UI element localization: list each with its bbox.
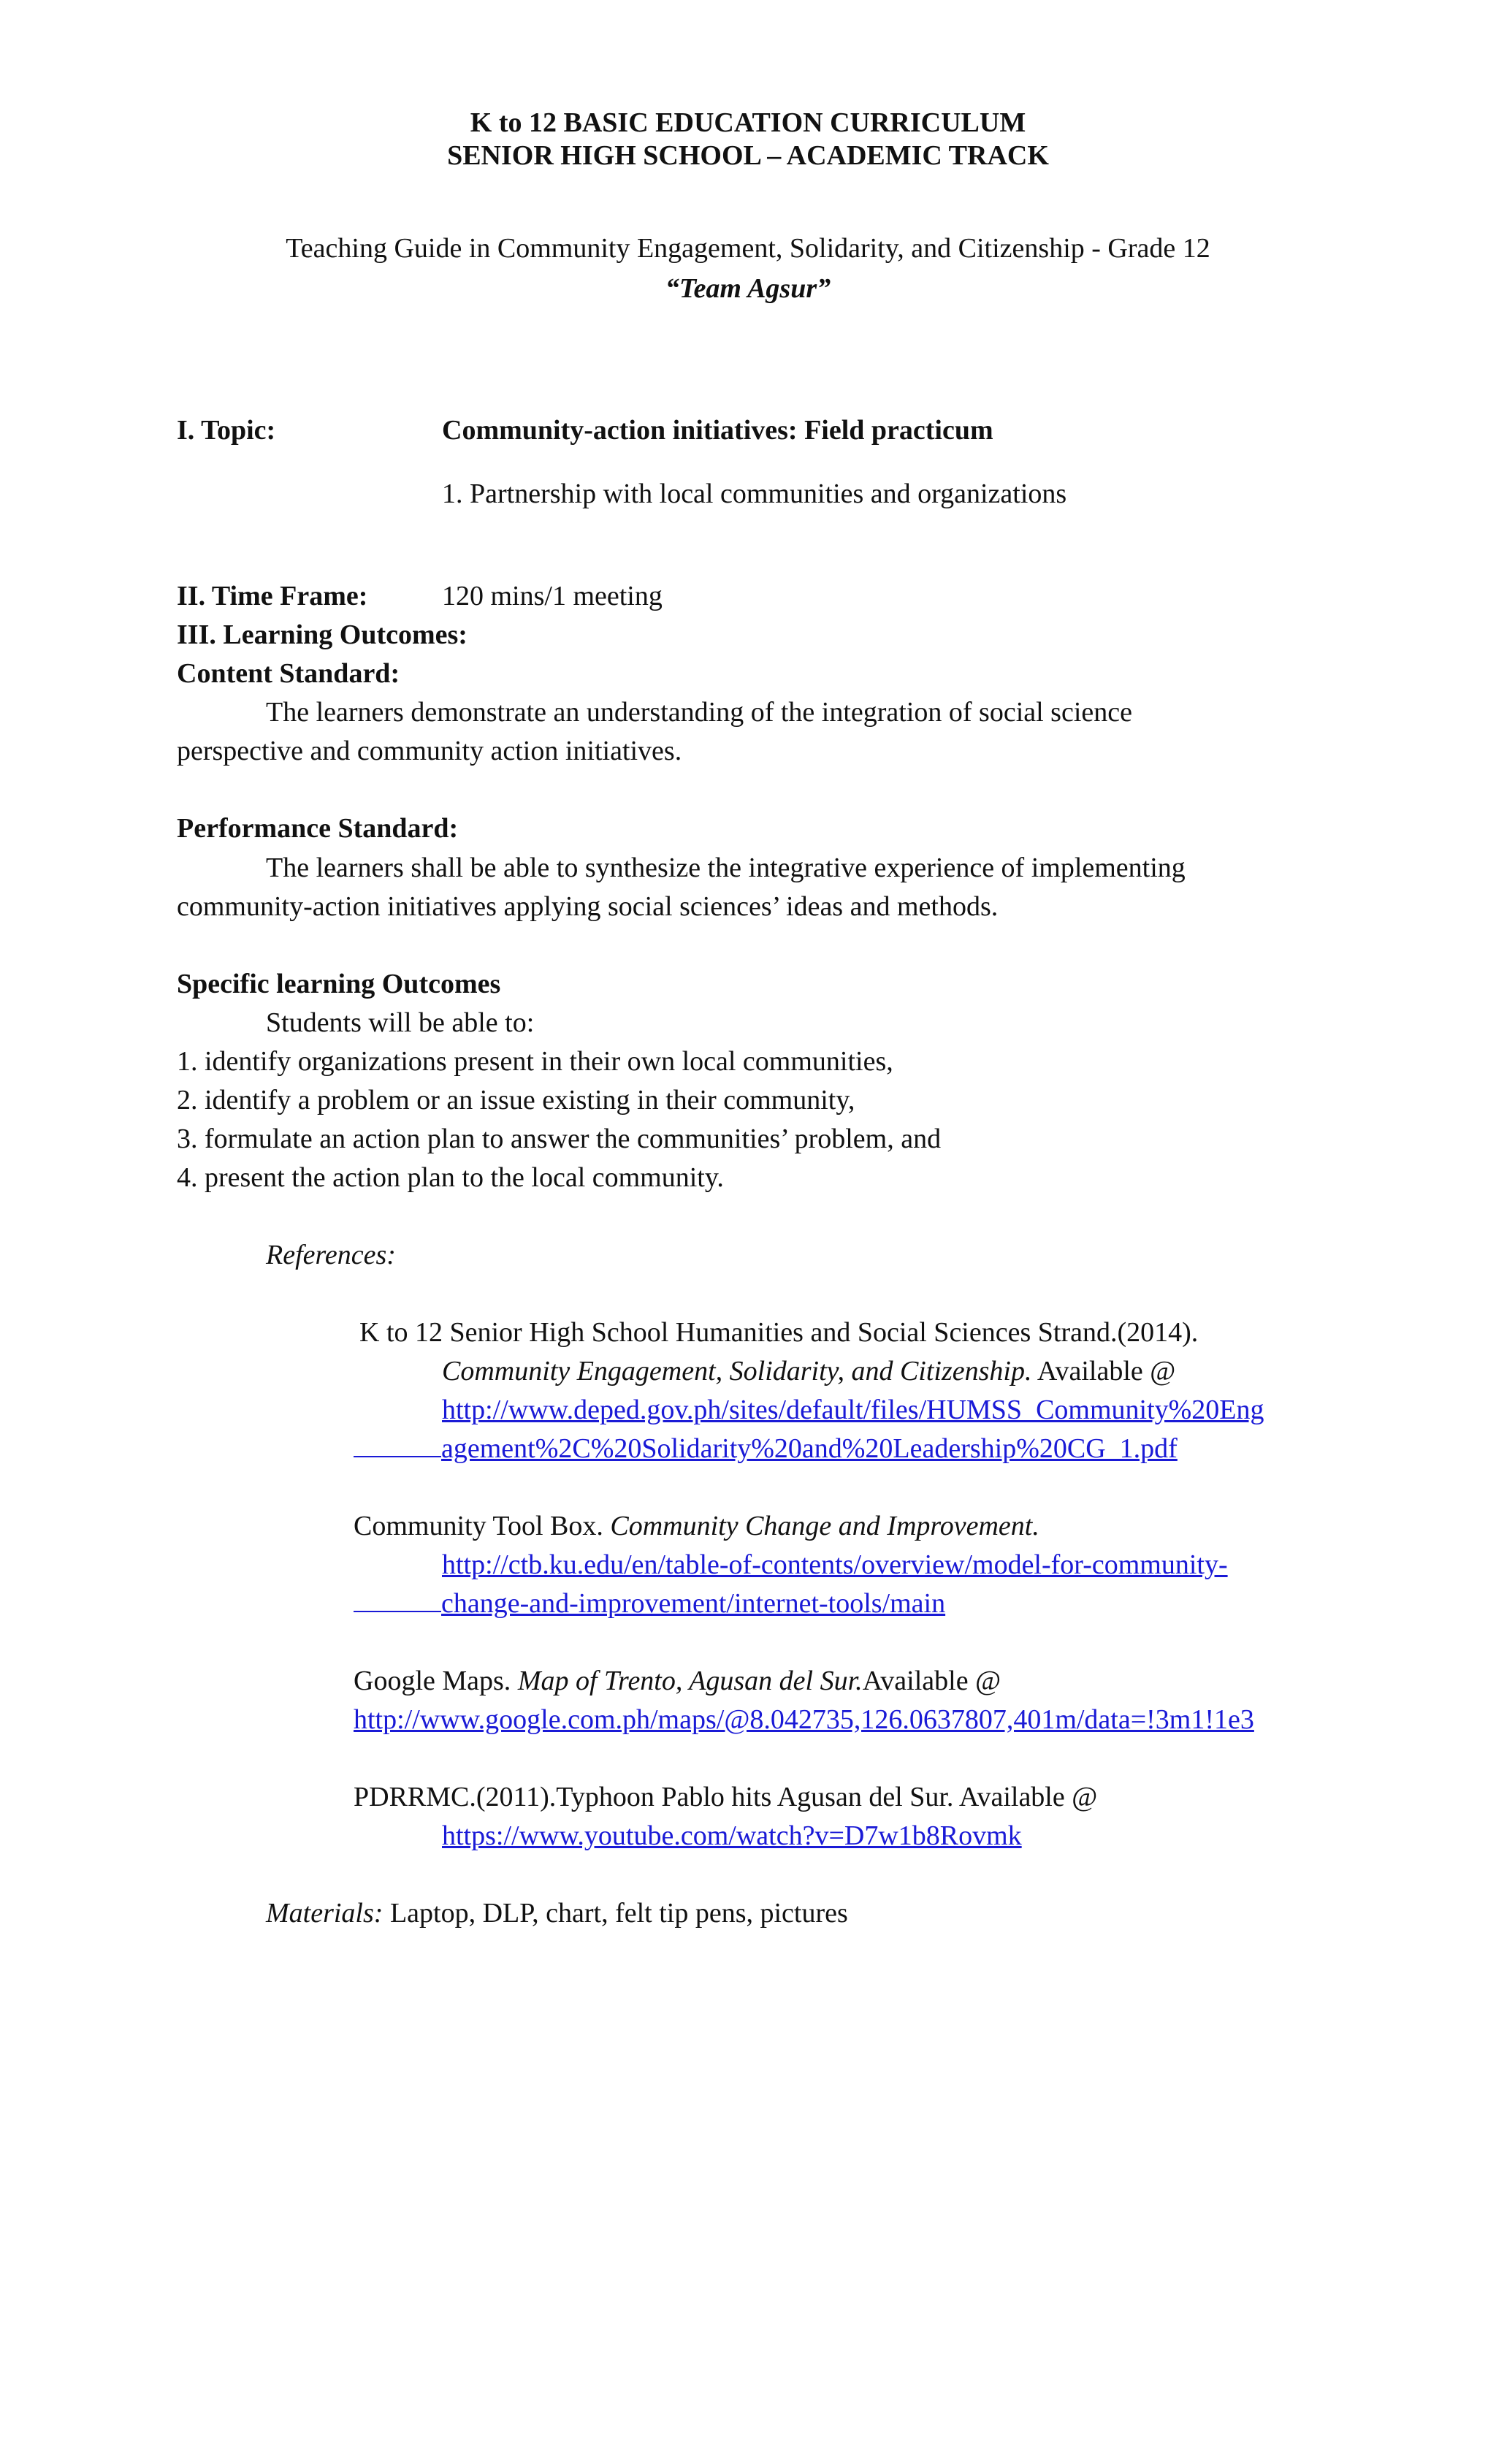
reference-1-link[interactable]: http://www.deped.gov.ph/sites/default/files/HUMSS_Community%20Eng — [442, 1395, 1264, 1425]
guide-title: Teaching Guide in Community Engagement, Solidarity, and Citizenship - Grade 12 — [286, 233, 1210, 264]
materials-label: Materials: — [266, 1898, 383, 1929]
materials-line — [266, 1894, 848, 1932]
outcome-item: 4. present the action plan to the local community. — [177, 1162, 724, 1193]
reference-1-author: K to 12 Senior High School Humanities and Social Sciences Strand.(2014). — [359, 1317, 1199, 1348]
reference-1-title: Community Engagement, Solidarity, and Citizenship. — [442, 1356, 1032, 1387]
outcome-item: 1. identify organizations present in their own local communities, — [177, 1046, 893, 1077]
time-frame-label: II. Time Frame: — [177, 581, 368, 611]
topic-title: Community-action initiatives: Field practicum — [442, 415, 993, 446]
reference-3-title: Map of Trento, Agusan del Sur. — [517, 1666, 863, 1696]
content-standard-text: perspective and community action initiatives. — [177, 736, 682, 766]
references-heading: References: — [266, 1240, 396, 1270]
outcome-item: 2. identify a problem or an issue existing in their community, — [177, 1085, 855, 1115]
reference-2-link-cont[interactable]: change-and-improvement/internet-tools/main — [441, 1588, 946, 1619]
specific-outcomes-intro: Students will be able to: — [266, 1007, 535, 1038]
subtopic: 1. Partnership with local communities and organizations — [442, 478, 1067, 509]
learning-outcomes-heading: III. Learning Outcomes: — [177, 619, 468, 650]
reference-2-link-line2 — [354, 1584, 945, 1622]
topic-label: I. Topic: — [177, 415, 276, 446]
reference-2-title: Community Change and Improvement. — [610, 1511, 1039, 1541]
reference-3-available: Available @ — [862, 1666, 1001, 1696]
materials-value: Laptop, DLP, chart, felt tip pens, pictures — [383, 1898, 848, 1929]
reference-2-link[interactable]: http://ctb.ku.edu/en/table-of-contents/overview/model-for-community- — [442, 1549, 1228, 1580]
reference-1-link-cont[interactable]: agement%2C%20Solidarity%20and%20Leadership%20CG_1.pdf — [441, 1433, 1178, 1464]
performance-standard-text: The learners shall be able to synthesize the integrative experience of implementing — [266, 853, 1186, 883]
reference-2-author: Community Tool Box. — [354, 1511, 611, 1541]
reference-3-author: Google Maps. — [354, 1666, 518, 1696]
reference-4-link[interactable]: https://www.youtube.com/watch?v=D7w1b8Rovmk — [442, 1820, 1022, 1851]
reference-3-link[interactable]: http://www.google.com.ph/maps/@8.042735,126.0637807,401m/data=!3m1!1e3 — [354, 1704, 1254, 1735]
team-name: “Team Agsur” — [665, 273, 831, 304]
reference-1-title-line — [442, 1352, 1175, 1390]
link-underline — [354, 1434, 441, 1457]
reference-2-line — [354, 1507, 1039, 1545]
track-title: SENIOR HIGH SCHOOL – ACADEMIC TRACK — [447, 140, 1049, 171]
reference-4-line: PDRRMC.(2011).Typhoon Pablo hits Agusan del Sur. Available @ — [354, 1782, 1098, 1812]
performance-standard-heading: Performance Standard: — [177, 813, 459, 844]
specific-outcomes-heading: Specific learning Outcomes — [177, 969, 501, 999]
reference-1-link-line2 — [354, 1430, 1178, 1468]
outcome-item: 3. formulate an action plan to answer the communities’ problem, and — [177, 1124, 942, 1154]
content-standard-heading: Content Standard: — [177, 658, 400, 689]
content-standard-text: The learners demonstrate an understanding of the integration of social science — [266, 697, 1132, 728]
reference-1-available: Available @ — [1031, 1356, 1176, 1387]
link-underline — [354, 1589, 441, 1612]
time-frame-value: 120 mins/1 meeting — [442, 581, 663, 611]
reference-3-line — [354, 1662, 1001, 1700]
performance-standard-text: community-action initiatives applying social sciences’ ideas and methods. — [177, 891, 999, 922]
curriculum-title: K to 12 BASIC EDUCATION CURRICULUM — [470, 107, 1026, 138]
